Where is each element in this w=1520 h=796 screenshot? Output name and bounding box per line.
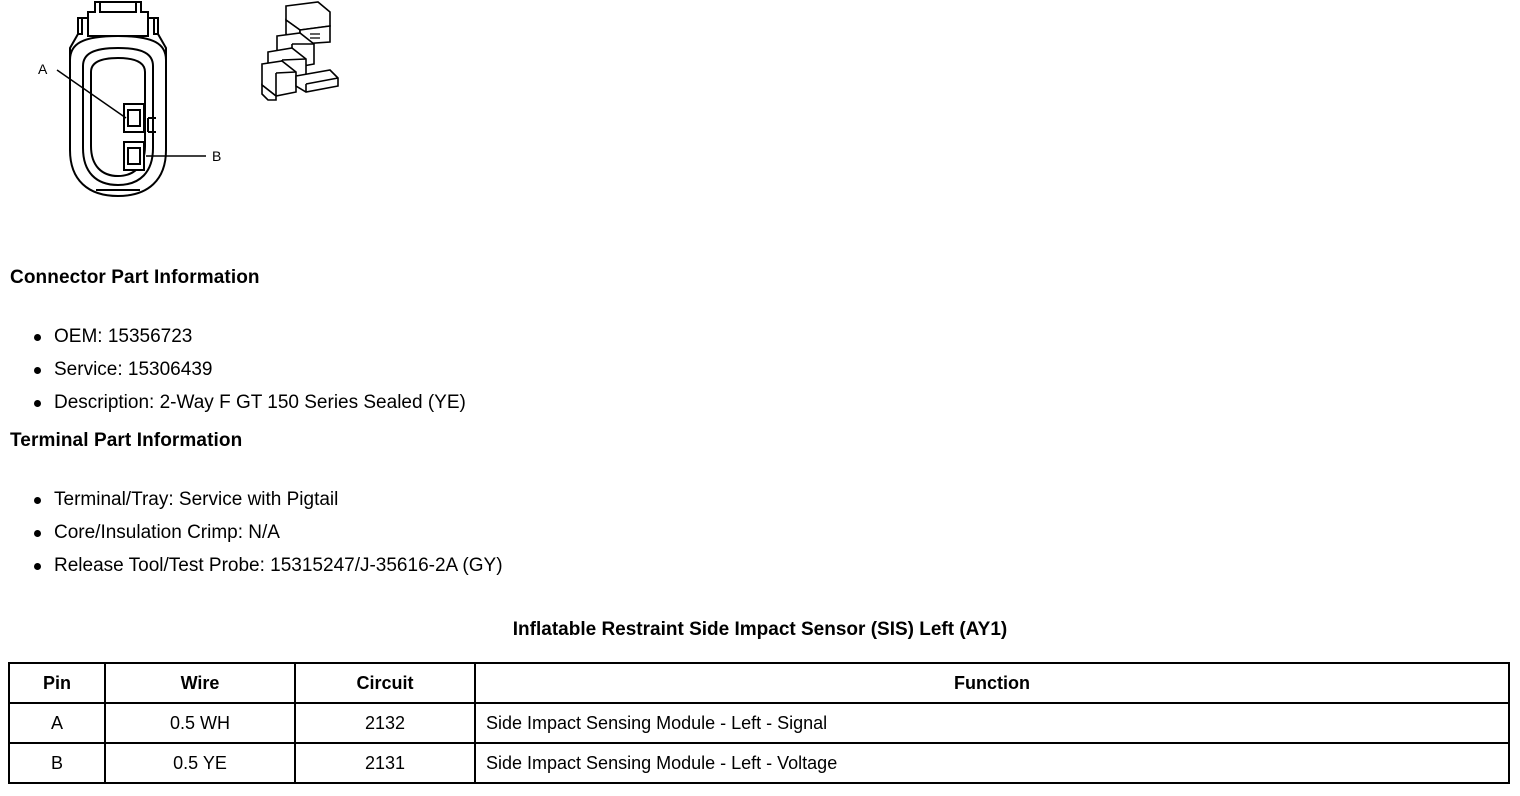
list-item: Description: 2-Way F GT 150 Series Sealed (YE) [24, 386, 466, 419]
list-item: Core/Insulation Crimp: N/A [24, 516, 503, 549]
list-item: Terminal/Tray: Service with Pigtail [24, 483, 503, 516]
cell-function: Side Impact Sensing Module - Left - Signal [475, 703, 1509, 743]
list-item: Service: 15306439 [24, 353, 466, 386]
connector-part-information-heading: Connector Part Information [10, 267, 260, 288]
connector-diagram-svg [0, 0, 420, 245]
table-header-row [9, 663, 1509, 703]
cell-circuit: 2132 [295, 703, 475, 743]
cell-wire: 0.5 WH [105, 703, 295, 743]
table-row [9, 703, 1509, 743]
callout-label-a: A [38, 61, 48, 77]
cell-circuit: 2131 [295, 743, 475, 783]
connector-part-information-list [24, 320, 466, 419]
cell-pin: B [9, 743, 105, 783]
column-header-function: Function [475, 663, 1509, 703]
cell-function: Side Impact Sensing Module - Left - Voltage [475, 743, 1509, 783]
cell-wire: 0.5 YE [105, 743, 295, 783]
column-header-circuit: Circuit [295, 663, 475, 703]
column-header-wire: Wire [105, 663, 295, 703]
pin-table-title: Inflatable Restraint Side Impact Sensor (SIS) Left (AY1) [512, 619, 1008, 640]
column-header-pin: Pin [9, 663, 105, 703]
connector-diagram [0, 0, 420, 245]
terminal-part-information-list [24, 483, 503, 582]
list-item: OEM: 15356723 [24, 320, 466, 353]
list-item: Release Tool/Test Probe: 15315247/J-35616-2A (GY) [24, 549, 503, 582]
terminal-part-information-heading: Terminal Part Information [10, 430, 243, 451]
table-row [9, 743, 1509, 783]
callout-label-b: B [212, 148, 222, 164]
cell-pin: A [9, 703, 105, 743]
pin-table [8, 662, 1510, 784]
